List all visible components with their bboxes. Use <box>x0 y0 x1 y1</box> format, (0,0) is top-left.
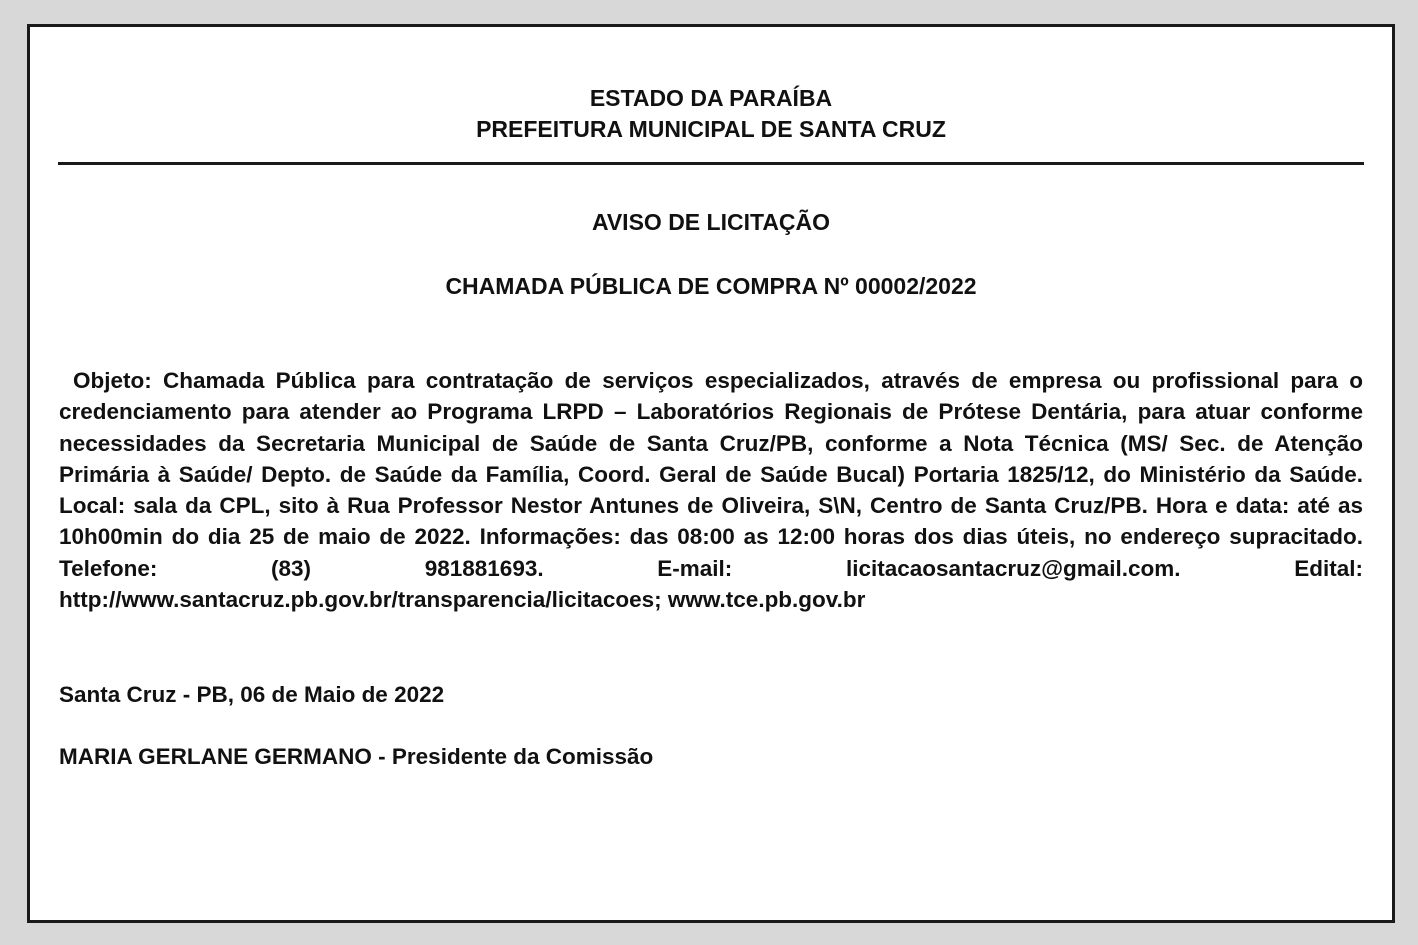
header-municipality: PREFEITURA MUNICIPAL DE SANTA CRUZ <box>476 116 946 142</box>
notice-body: Objeto: Chamada Pública para contratação de serviços especializados, através de empresa ou profissional para o credenciamento para atender ao Programa LRPD – Laboratórios Regionais de Prótese Dentária, para atuar conforme necessidades da Secretaria Municipal de Saúde de Santa Cruz/PB, conforme a Nota Técnica (MS/ Sec. de Atenção Primária à Saúde/ Depto. de Saúde da Família, Coord. Geral de Saúde Bucal) Portaria 1825/12, do Ministério da Saúde. Local: sala da CPL, sito à Rua Professor Nestor Antunes de Oliveira, S\N, Centro de Santa Cruz/PB. Hora e data: até as 10h00min do dia 25 de maio de 2022. Informações: das 08:00 as 12:00 horas dos dias úteis, no endereço supracitado. Telefone: (83) 981881693. E-mail: licitacaosantacruz@gmail.com. Edital: http://www.santacruz.pb.gov.br/transparencia/licitacoes; www.tce.pb.gov.br <box>59 368 1363 613</box>
notice-title: AVISO DE LICITAÇÃO <box>591 209 831 235</box>
notice-frame <box>27 24 1395 923</box>
header-state: ESTADO DA PARAÍBA <box>589 85 833 111</box>
signature-line: MARIA GERLANE GERMANO - Presidente da Comissão <box>59 744 654 769</box>
header-divider <box>58 162 1364 165</box>
notice-subtitle: CHAMADA PÚBLICA DE COMPRA Nº 00002/2022 <box>445 273 977 299</box>
date-line: Santa Cruz - PB, 06 de Maio de 2022 <box>59 682 445 707</box>
header <box>30 83 1392 145</box>
